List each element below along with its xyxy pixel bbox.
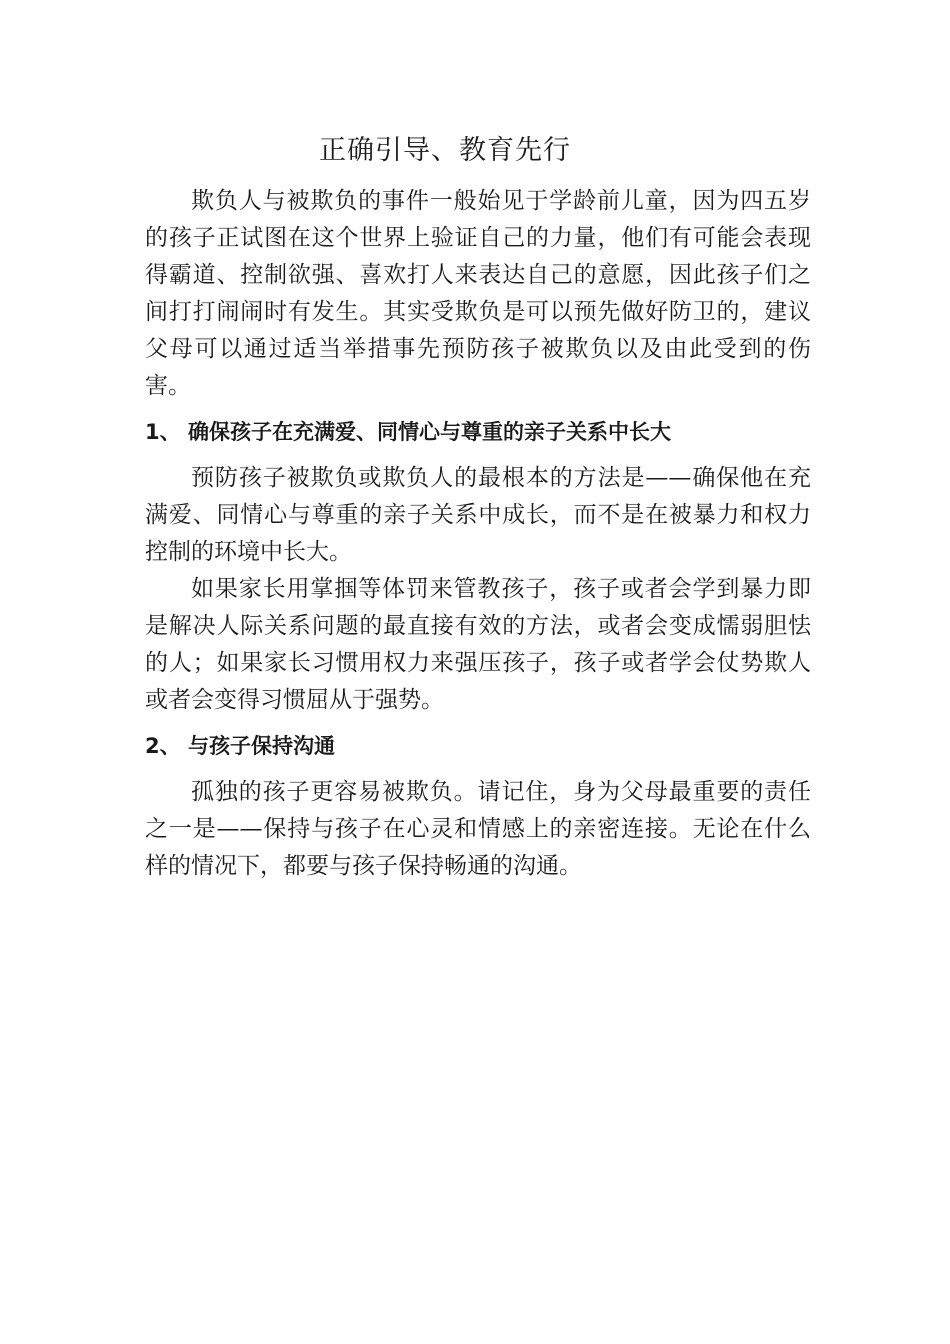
section-1-paragraph-2: 如果家长用掌掴等体罚来管教孩子，孩子或者会学到暴力即是解决人际关系问题的最直接有效的方法，或者会变成懦弱胆怯的人；如果家长习惯用权力来强压孩子，孩子或者学会仗势欺人或者会变得习惯屈从于强势。 [145, 576, 811, 713]
section-2-number: 2、 [145, 734, 181, 758]
section-2-title: 与孩子保持沟通 [188, 734, 335, 758]
section-1-title: 确保孩子在充满爱、同情心与尊重的亲子关系中长大 [188, 420, 671, 444]
section-1-number: 1、 [145, 420, 181, 444]
section-1-paragraph-1: 预防孩子被欺负或欺负人的最根本的方法是——确保他在充满爱、同情心与尊重的亲子关系中成长，而不是在被暴力和权力控制的环境中长大。 [145, 465, 811, 565]
section-1-heading [145, 417, 811, 447]
intro-paragraph: 欺负人与被欺负的事件一般始见于学龄前儿童，因为四五岁的孩子正试图在这个世界上验证自己的力量，他们有可能会表现得霸道、控制欲强、喜欢打人来表达自己的意愿，因此孩子们之间打打闹闹时有发生。其实受欺负是可以预先做好防卫的，建议父母可以通过适当举措事先预防孩子被欺负以及由此受到的伤害。 [145, 188, 811, 399]
section-2-heading [145, 731, 811, 761]
document-body [145, 183, 811, 885]
document-title: 正确引导、教育先行 [319, 135, 571, 166]
section-2-paragraph-1: 孤独的孩子更容易被欺负。请记住，身为父母最重要的责任之一是——保持与孩子在心灵和情感上的亲密连接。无论在什么样的情况下，都要与孩子保持畅通的沟通。 [145, 779, 811, 879]
